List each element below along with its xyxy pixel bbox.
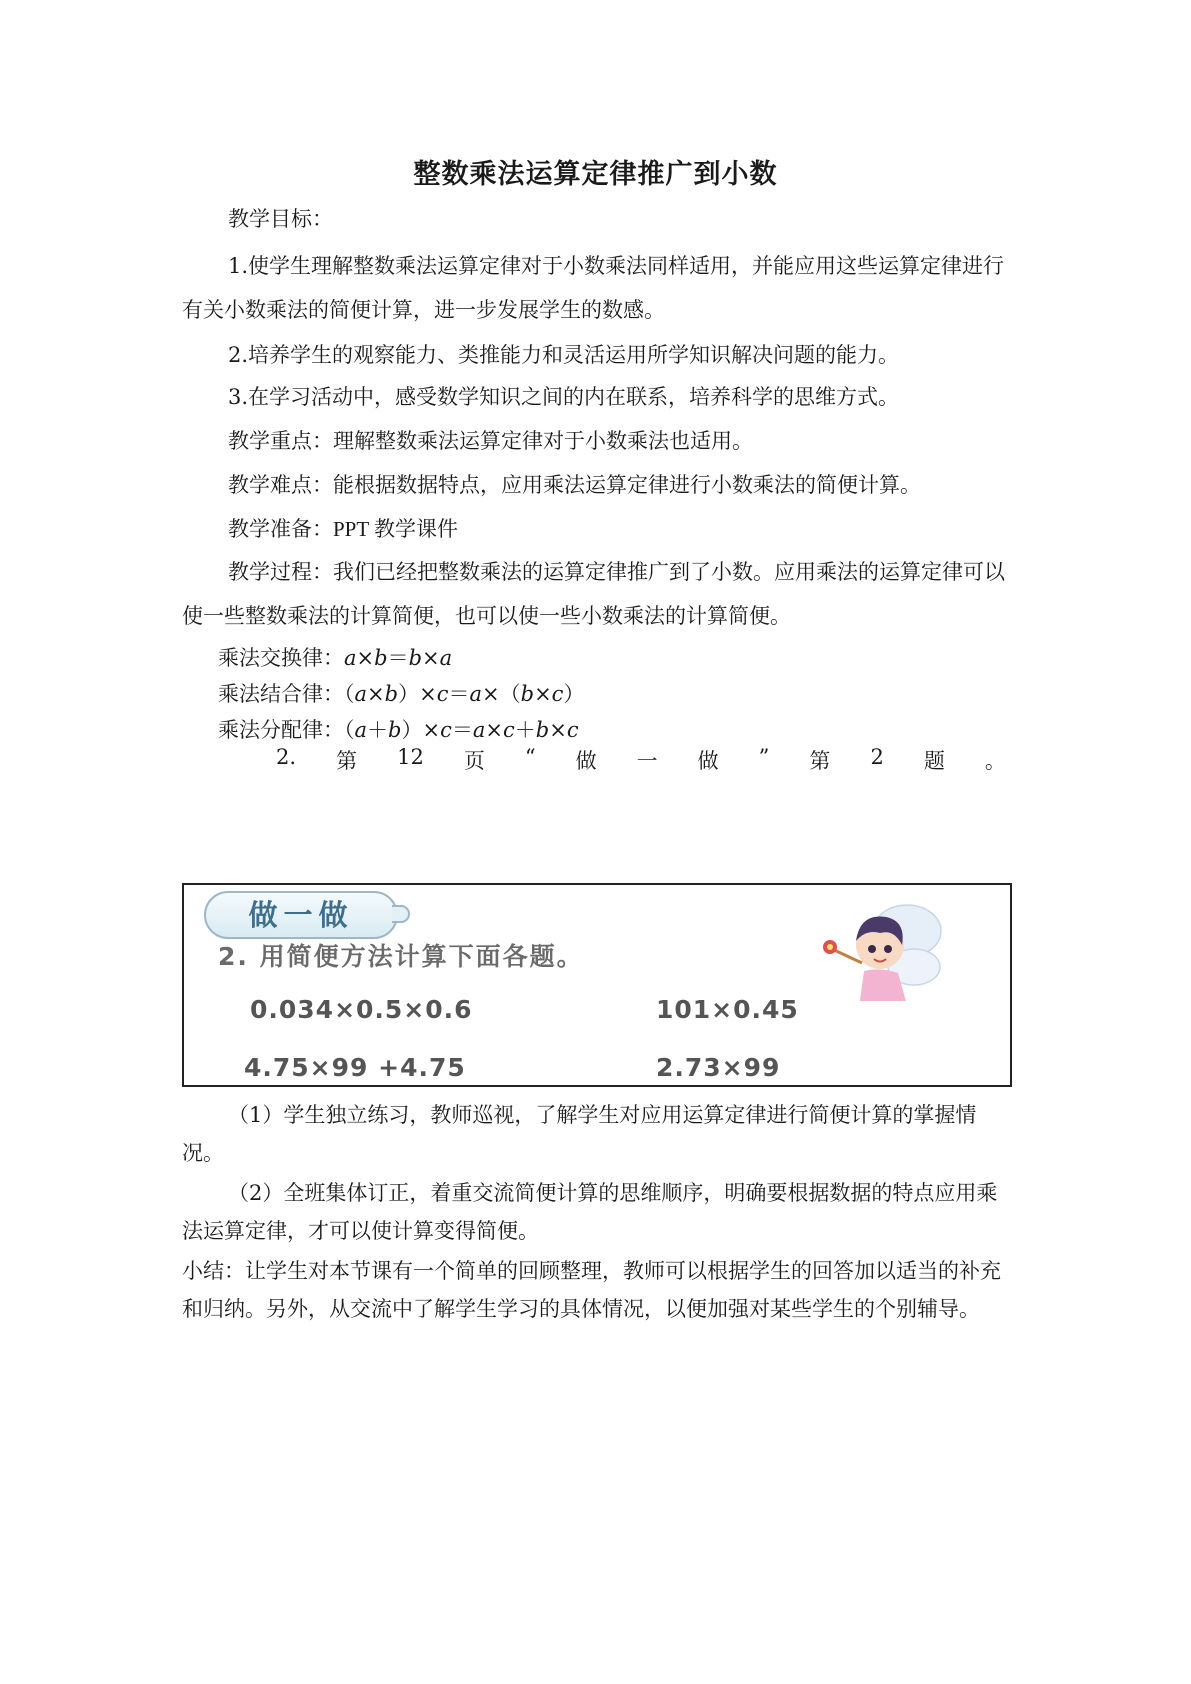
objective-2: 2.培养学生的观察能力、类推能力和灵活运用所学知识解决问题的能力。 bbox=[228, 343, 900, 367]
problem-4: 2.73×99 bbox=[656, 1053, 781, 1082]
badge-tail bbox=[392, 905, 410, 923]
textbook-exercise-figure bbox=[182, 883, 1012, 1087]
objectives-heading: 教学目标： bbox=[228, 207, 333, 231]
commutative-law-formula: a×b＝b×a bbox=[344, 646, 453, 670]
commutative-law-label: 乘法交换律： bbox=[218, 646, 344, 670]
exercise-ref-token: 第 bbox=[336, 749, 358, 773]
distributive-law-label: 乘法分配律： bbox=[218, 718, 344, 742]
objective-1: 1.使学生理解整数乘法运算定律对于小数乘法同样适用，并能应用这些运算定律进行有关小数乘法的简便计算，进一步发展学生的数感。 bbox=[182, 254, 1005, 322]
difficulty: 教学难点：能根据数据特点，应用乘法运算定律进行小数乘法的简便计算。 bbox=[228, 473, 921, 497]
fairy-girl-illustration bbox=[802, 889, 952, 1009]
summary: 小结：让学生对本节课有一个简单的回顾整理，教师可以根据学生的回答加以适当的补充和归纳。另外，从交流中了解学生学习的具体情况，以便加强对某些学生的个别辅导。 bbox=[182, 1259, 1001, 1321]
exercise-ref-token: 做 bbox=[575, 749, 597, 773]
exercise-ref-token: 2. bbox=[276, 745, 297, 769]
preparation: 教学准备：PPT 教学课件 bbox=[228, 517, 459, 541]
exercise-reference bbox=[276, 745, 1006, 775]
exercise-ref-token: “ bbox=[524, 745, 536, 769]
problem-3: 4.75×99 +4.75 bbox=[244, 1053, 466, 1082]
exercise-ref-token: ” bbox=[758, 745, 770, 769]
exercise-ref-token: 第 bbox=[809, 749, 831, 773]
zuo-yi-zuo-badge: 做一做 bbox=[204, 891, 398, 939]
step-2: （2）全班集体订正，着重交流简便计算的思维顺序，明确要根据数据的特点应用乘法运算定律，才可以使计算变得简便。 bbox=[182, 1181, 998, 1243]
problem-2: 101×0.45 bbox=[656, 995, 799, 1024]
exercise-instruction: 2. 用简便方法计算下面各题。 bbox=[218, 942, 584, 971]
objective-3: 3.在学习活动中，感受数学知识之间的内在联系，培养科学的思维方式。 bbox=[228, 385, 900, 409]
page-title: 整数乘法运算定律推广到小数 bbox=[413, 159, 778, 190]
step-1: （1）学生独立练习，教师巡视，了解学生对应用运算定律进行简便计算的掌握情况。 bbox=[182, 1103, 977, 1165]
problem-1: 0.034×0.5×0.6 bbox=[250, 995, 473, 1024]
exercise-ref-token: 2 bbox=[870, 745, 884, 769]
associative-law-formula: （a×b）×c＝a×（b×c） bbox=[344, 682, 585, 706]
key-point: 教学重点：理解整数乘法运算定律对于小数乘法也适用。 bbox=[228, 429, 753, 453]
distributive-law bbox=[218, 712, 1054, 748]
associative-law bbox=[218, 676, 1054, 712]
associative-law-label: 乘法结合律： bbox=[218, 682, 344, 706]
exercise-ref-token: 页 bbox=[463, 749, 485, 773]
distributive-law-formula: （a＋b）×c＝a×c＋b×c bbox=[344, 718, 579, 742]
commutative-law bbox=[218, 640, 1054, 676]
exercise-ref-token: 12 bbox=[397, 745, 424, 769]
exercise-ref-token: 题 bbox=[923, 749, 945, 773]
exercise-ref-token: 一 bbox=[636, 749, 658, 773]
teaching-process: 教学过程：我们已经把整数乘法的运算定律推广到了小数。应用乘法的运算定律可以使一些整数乘法的计算简便，也可以使一些小数乘法的计算简便。 bbox=[182, 560, 1005, 628]
exercise-ref-token: 。 bbox=[984, 749, 1006, 773]
exercise-ref-token: 做 bbox=[697, 749, 719, 773]
